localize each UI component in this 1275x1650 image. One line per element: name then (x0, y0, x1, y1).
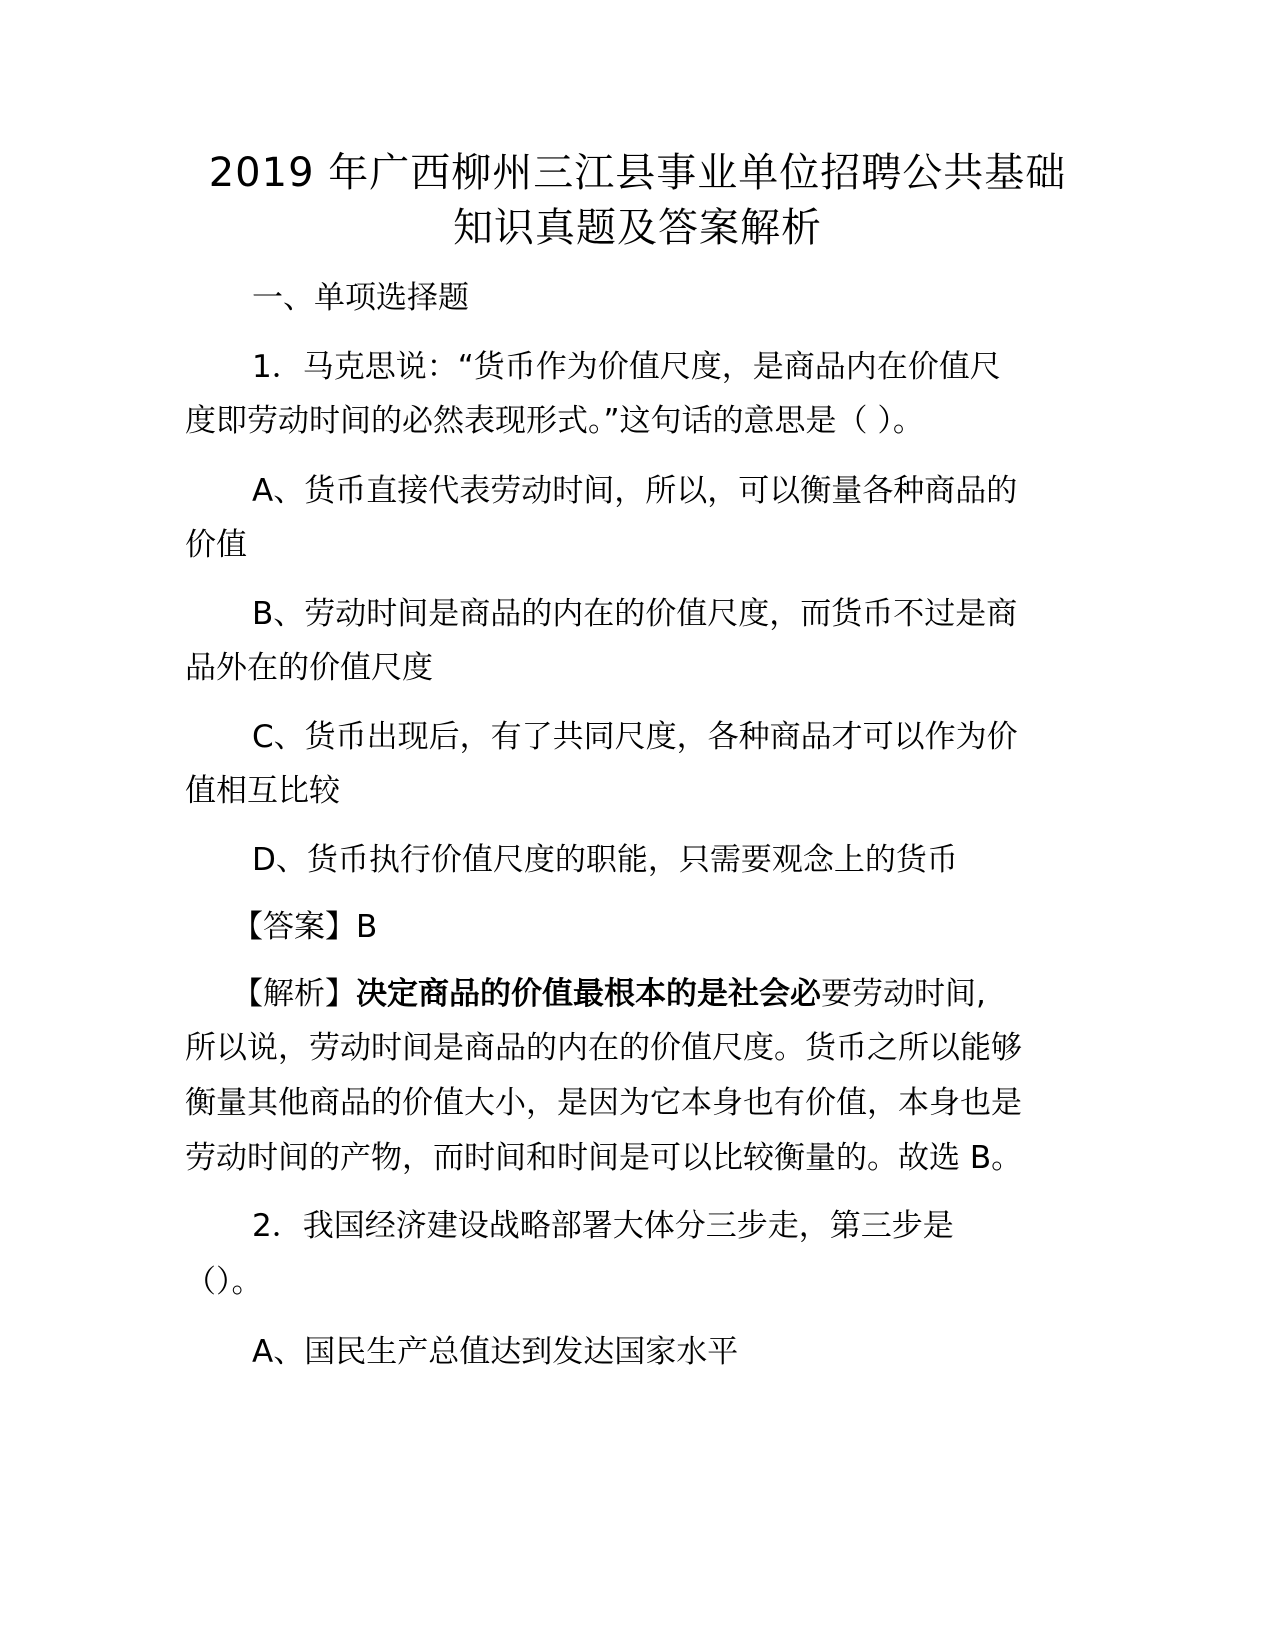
question-1-stem-line-1: 1．马克思说：“货币作为价值尺度，是商品内在价值尺 (252, 349, 1001, 385)
question-1-analysis-line-3: 衡量其他商品的价值大小，是因为它本身也有价值，本身也是 (185, 1085, 1022, 1121)
question-1-analysis-line-2: 所以说，劳动时间是商品的内在的价值尺度。货币之所以能够 (185, 1030, 1022, 1066)
document-title-line-2: 知识真题及答案解析 (453, 205, 822, 251)
question-1-stem-line-2: 度即劳动时间的必然表现形式。”这句话的意思是（ ）。 (185, 403, 924, 439)
section-heading: 一、单项选择题 (252, 280, 469, 316)
question-1-option-b-line-2: 品外在的价值尺度 (185, 650, 433, 686)
question-1-option-c-line-2: 值相互比较 (185, 773, 340, 809)
question-1-option-a-line-2: 价值 (185, 527, 247, 563)
analysis-label: 【解析】 (232, 976, 356, 1012)
question-1-option-c-line-1: C、货币出现后，有了共同尺度，各种商品才可以作为价 (252, 719, 1018, 755)
question-1-option-b-line-1: B、劳动时间是商品的内在的价值尺度，而货币不过是商 (252, 596, 1018, 632)
question-1-analysis-line-1 (232, 974, 1085, 1014)
question-1-answer: 【答案】B (232, 909, 378, 945)
question-1-option-d-line-1: D、货币执行价值尺度的职能，只需要观念上的货币 (252, 842, 958, 878)
question-2-stem-line-2: （）。 (185, 1264, 263, 1300)
analysis-bold-text: 决定商品的价值最根本的是社会必 (356, 976, 821, 1012)
analysis-text: 要劳动时间, (821, 976, 986, 1012)
question-2-option-a-line-1: A、国民生产总值达到发达国家水平 (252, 1334, 739, 1370)
question-1-analysis-line-4: 劳动时间的产物，而时间和时间是可以比较衡量的。故选 B。 (185, 1140, 1023, 1176)
document-title-line-1: 2019 年广西柳州三江县事业单位招聘公共基础 (208, 150, 1067, 196)
question-1-option-a-line-1: A、货币直接代表劳动时间，所以，可以衡量各种商品的 (252, 473, 1018, 509)
question-2-stem-line-1: 2．我国经济建设战略部署大体分三步走，第三步是 (252, 1208, 954, 1244)
